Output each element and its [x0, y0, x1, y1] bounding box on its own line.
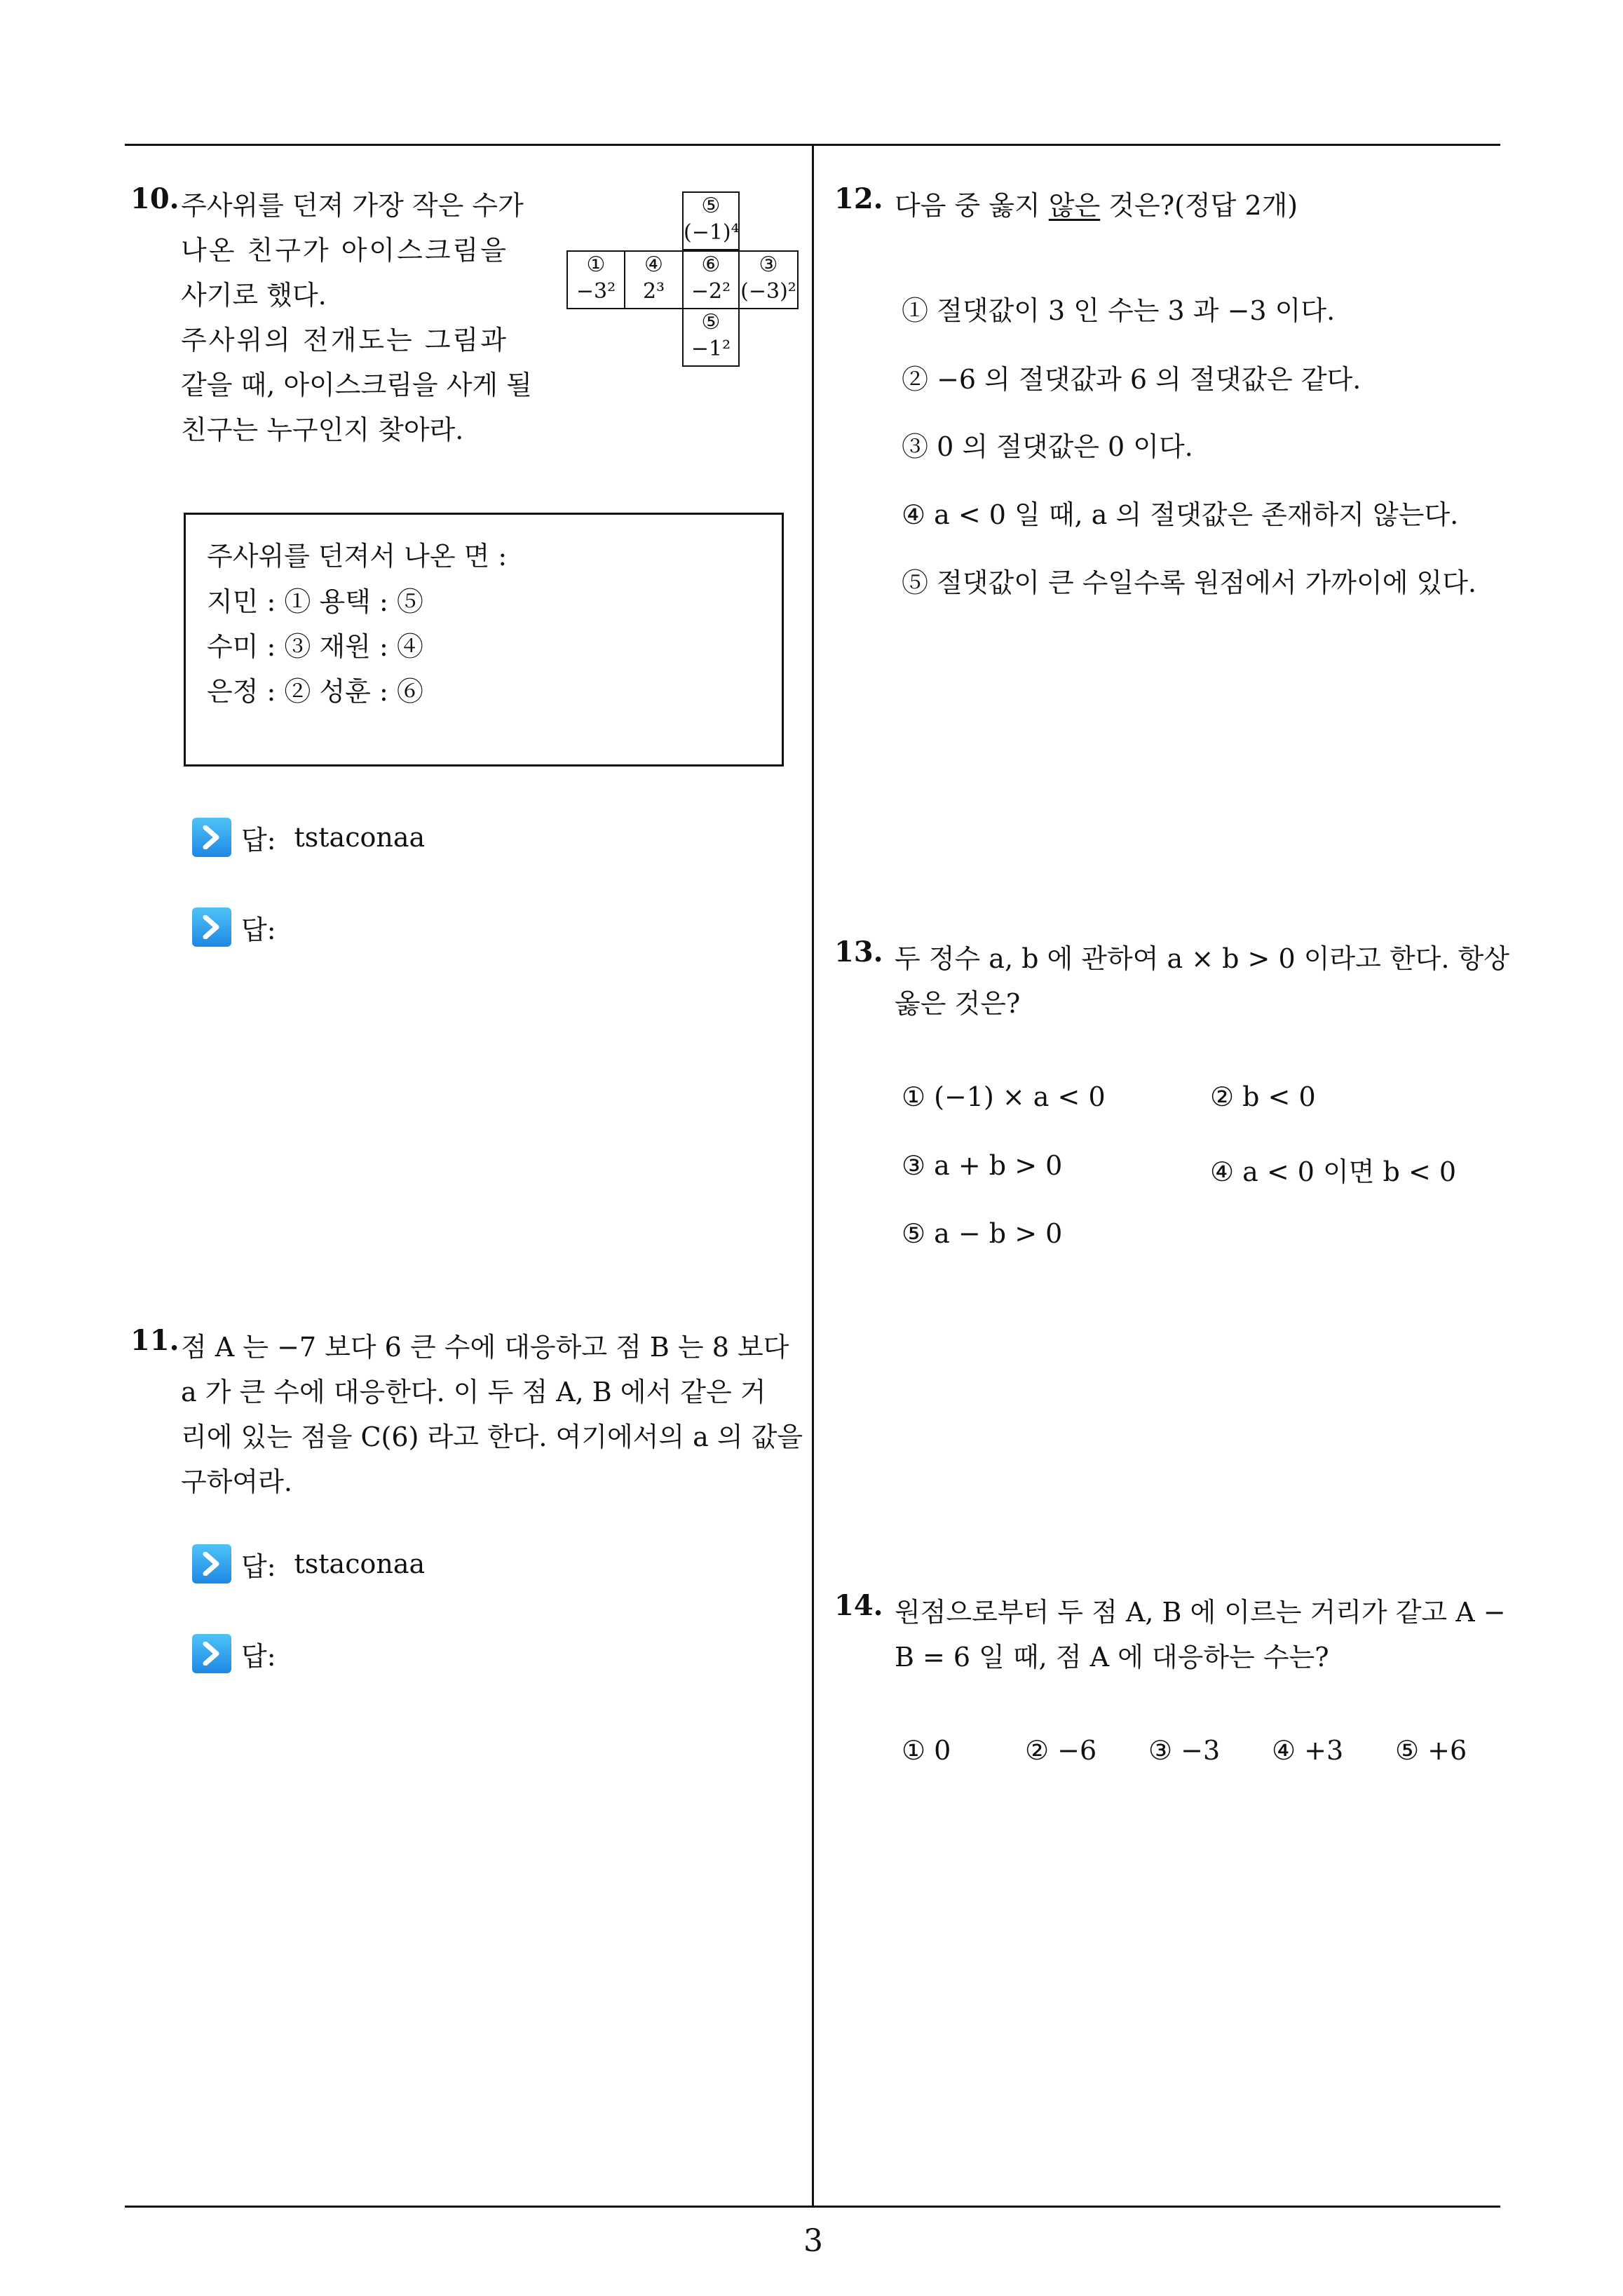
answer-label: 답:: [241, 914, 276, 945]
face-label: ④: [644, 252, 663, 277]
choice-4: ④ a < 0 일 때, a 의 절댓값은 존재하지 않는다.: [902, 499, 1459, 530]
choice-1: ① (−1) × a < 0: [902, 1081, 1106, 1112]
box-line: 주사위를 던져서 나온 면 :: [207, 541, 508, 572]
question-number: 14.: [834, 1589, 883, 1622]
net-face-top: [682, 191, 740, 250]
choice-1: ① 절댓값이 3 인 수는 3 과 −3 이다.: [902, 295, 1336, 326]
column-divider: [812, 144, 814, 2207]
question-text-emphasis: 않은: [1048, 190, 1101, 221]
choice-3: ③ 0 의 절댓값은 0 이다.: [902, 431, 1193, 462]
answer-label: 답:: [241, 824, 276, 856]
answer-label: 답:: [241, 1640, 276, 1672]
question-text-line: 두 정수 a, b 에 관하여 a × b > 0 이라고 한다. 항상: [895, 943, 1509, 974]
face-label: ⑥: [701, 252, 721, 277]
chevron-right-icon: [192, 818, 231, 857]
box-line: 수미 : ③ 재원 : ④: [207, 631, 423, 662]
question-text-line: 주사위의 전개도는 그림과: [181, 325, 508, 356]
question-text-line: 리에 있는 점을 C(6) 라고 한다. 여기에서의 a 의 값을: [181, 1422, 803, 1452]
question-text-suffix: 것은?(정답 2개): [1100, 190, 1298, 221]
question-text-line: 원점으로부터 두 점 A, B 에 이르는 거리가 같고 A −: [895, 1597, 1506, 1628]
question-text-line: 사기로 했다.: [181, 280, 327, 311]
answer-row: [192, 907, 276, 947]
face-label: ③: [759, 252, 778, 277]
net-face-3: [682, 250, 740, 309]
net-face-2: [624, 250, 684, 309]
question-text-line: 같을 때, 아이스크림을 사게 될: [181, 370, 532, 400]
question-text-line: 친구는 누구인지 찾아라.: [181, 414, 464, 445]
choice-3: ③ a + b > 0: [902, 1150, 1063, 1181]
box-line: 지민 : ① 용택 : ⑤: [207, 586, 423, 617]
dice-results-box: [184, 513, 784, 767]
question-text-line: 나온 친구가 아이스크림을: [181, 235, 508, 266]
answer-label: 답:: [241, 1551, 276, 1582]
question-text-line: B = 6 일 때, 점 A 에 대응하는 수는?: [895, 1642, 1329, 1673]
question-number: 13.: [834, 936, 883, 968]
question-number: 11.: [130, 1324, 179, 1357]
face-value: (−1)⁴: [684, 220, 740, 245]
bottom-rule: [125, 2206, 1500, 2208]
answer-row: [192, 818, 425, 857]
choice-1: ① 0: [902, 1735, 951, 1766]
choice-4: ④ a < 0 이면 b < 0: [1210, 1156, 1457, 1187]
box-line: 은정 : ② 성훈 : ⑥: [207, 676, 423, 707]
face-value: −1²: [691, 337, 731, 361]
question-text-line: 점 A 는 −7 보다 6 큰 수에 대응하고 점 B 는 8 보다: [181, 1332, 789, 1363]
face-value: −3²: [576, 279, 616, 304]
answer-row: [192, 1634, 276, 1673]
choice-5: ⑤ +6: [1395, 1735, 1467, 1766]
choice-2: ② b < 0: [1210, 1081, 1316, 1112]
answer-value: tstaconaa: [294, 1548, 426, 1579]
question-text-line: 구하여라.: [181, 1466, 292, 1497]
answer-row: [192, 1544, 425, 1583]
chevron-right-icon: [192, 1634, 231, 1673]
choice-2: ② −6: [1025, 1735, 1097, 1766]
face-value: 2³: [642, 279, 665, 304]
net-face-1: [566, 250, 625, 309]
choice-5: ⑤ a − b > 0: [902, 1218, 1063, 1249]
question-number: 10.: [130, 182, 179, 215]
face-label: ①: [586, 252, 606, 277]
question-text-line: a 가 큰 수에 대응한다. 이 두 점 A, B 에서 같은 거: [181, 1377, 766, 1407]
net-face-4: [738, 250, 799, 309]
question-text-line: [895, 184, 1298, 222]
choice-3: ③ −3: [1148, 1735, 1221, 1766]
choice-5: ⑤ 절댓값이 큰 수일수록 원점에서 가까이에 있다.: [902, 567, 1477, 598]
question-number: 12.: [834, 182, 883, 215]
face-value: −2²: [691, 279, 731, 304]
chevron-right-icon: [192, 907, 231, 947]
choice-2: ② −6 의 절댓값과 6 의 절댓값은 같다.: [902, 364, 1361, 395]
question-text-line: 옳은 것은?: [895, 988, 1021, 1019]
answer-value: tstaconaa: [294, 822, 426, 853]
face-value: (−3)²: [740, 279, 796, 304]
face-label: ⑤: [701, 194, 721, 218]
face-label: ⑤: [701, 310, 721, 335]
page-number: 3: [803, 2223, 823, 2259]
chevron-right-icon: [192, 1544, 231, 1583]
net-face-bottom: [682, 308, 740, 367]
question-text-line: 주사위를 던져 가장 작은 수가: [181, 190, 524, 221]
question-text-prefix: 다음 중 옳지: [895, 190, 1049, 221]
choice-4: ④ +3: [1272, 1735, 1344, 1766]
